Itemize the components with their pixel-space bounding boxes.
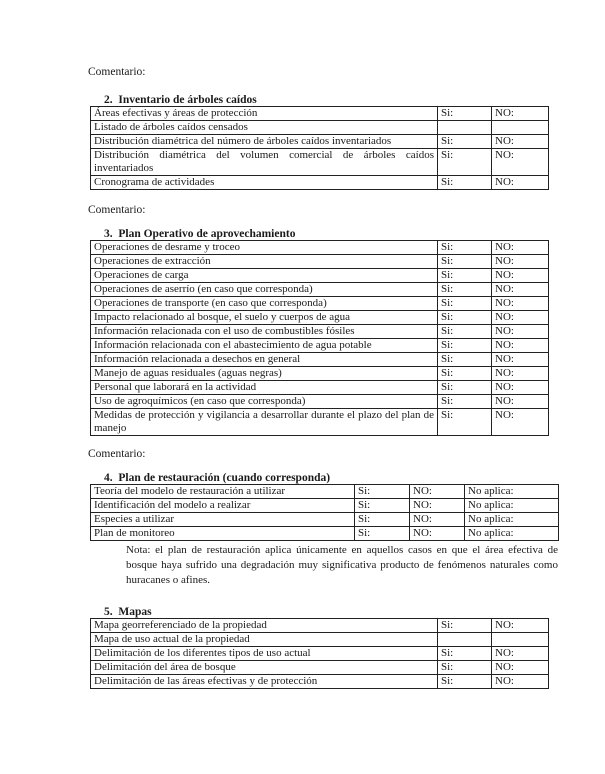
section-title: Plan Operativo de aprovechamiento — [118, 228, 296, 240]
item-label-cell: Especies a utilizar — [91, 513, 355, 527]
item-label-cell: Mapa de uso actual de la propiedad — [91, 633, 438, 647]
si-field[interactable]: Si: — [438, 367, 492, 381]
si-field[interactable]: Si: — [438, 269, 492, 283]
comment-label-top: Comentario: — [88, 66, 146, 78]
item-label-cell: Mapa georreferenciado de la propiedad — [91, 619, 438, 633]
si-field[interactable]: Si: — [438, 241, 492, 255]
no-field[interactable]: NO: — [410, 499, 465, 513]
si-field[interactable]: Si: — [438, 395, 492, 409]
si-field[interactable]: Si: — [438, 619, 492, 633]
item-label-cell: Distribución diamétrica del volumen comercial de árboles caídos inventariados — [91, 149, 438, 176]
table-row — [91, 121, 549, 135]
si-field[interactable]: Si: — [355, 513, 410, 527]
no-field[interactable]: NO: — [492, 647, 549, 661]
no-field[interactable]: NO: — [492, 311, 549, 325]
inventory-table — [90, 106, 549, 190]
table-row — [91, 513, 559, 527]
no-aplica-field[interactable]: No aplica: — [465, 513, 559, 527]
si-field[interactable]: Si: — [438, 409, 492, 436]
table-row — [91, 395, 549, 409]
no-field[interactable]: NO: — [492, 107, 549, 121]
table-row — [91, 325, 549, 339]
comment-label-3: Comentario: — [88, 448, 146, 460]
si-field[interactable]: Si: — [438, 339, 492, 353]
si-field[interactable]: Si: — [438, 107, 492, 121]
table-row — [91, 283, 549, 297]
no-field[interactable]: NO: — [492, 283, 549, 297]
no-field[interactable]: NO: — [492, 675, 549, 689]
item-label-cell: Manejo de aguas residuales (aguas negras) — [91, 367, 438, 381]
item-label-cell: Listado de árboles caídos censados — [91, 121, 438, 135]
table-row — [91, 149, 549, 176]
item-label-cell: Operaciones de transporte (en caso que corresponda) — [91, 297, 438, 311]
item-label-cell: Impacto relacionado al bosque, el suelo y cuerpos de agua — [91, 311, 438, 325]
table-row — [91, 381, 549, 395]
operative-plan-table — [90, 240, 549, 436]
item-label-cell: Cronograma de actividades — [91, 176, 438, 190]
table-row — [91, 255, 549, 269]
table-row — [91, 311, 549, 325]
no-field[interactable]: NO: — [492, 339, 549, 353]
item-label-cell: Operaciones de extracción — [91, 255, 438, 269]
restoration-plan-table — [90, 484, 559, 541]
no-aplica-field[interactable]: No aplica: — [465, 485, 559, 499]
no-field[interactable]: NO: — [492, 381, 549, 395]
table-row — [91, 367, 549, 381]
no-aplica-field[interactable]: No aplica: — [465, 499, 559, 513]
no-field[interactable]: NO: — [410, 527, 465, 541]
item-label-cell: Personal que laborará en la actividad — [91, 381, 438, 395]
table-row — [91, 107, 549, 121]
no-field[interactable]: NO: — [492, 325, 549, 339]
table-row — [91, 633, 549, 647]
si-field[interactable]: Si: — [438, 353, 492, 367]
item-label-cell: Delimitación de los diferentes tipos de uso actual — [91, 647, 438, 661]
no-field[interactable]: NO: — [492, 661, 549, 675]
no-field[interactable]: NO: — [492, 395, 549, 409]
si-field[interactable]: Si: — [438, 675, 492, 689]
si-field[interactable]: Si: — [438, 297, 492, 311]
table-row — [91, 297, 549, 311]
si-field[interactable]: Si: — [438, 135, 492, 149]
no-field[interactable]: NO: — [410, 485, 465, 499]
no-field[interactable] — [492, 121, 549, 135]
si-field[interactable]: Si: — [438, 661, 492, 675]
si-field[interactable]: Si: — [355, 499, 410, 513]
table-row — [91, 485, 559, 499]
si-field[interactable]: Si: — [438, 176, 492, 190]
item-label-cell: Distribución diamétrica del número de árboles caídos inventariados — [91, 135, 438, 149]
item-label-cell: Operaciones de aserrío (en caso que corresponda) — [91, 283, 438, 297]
si-field[interactable]: Si: — [438, 311, 492, 325]
item-label-cell: Operaciones de carga — [91, 269, 438, 283]
table-row — [91, 241, 549, 255]
si-field[interactable]: Si: — [438, 283, 492, 297]
table-row — [91, 339, 549, 353]
section-3-heading — [104, 228, 295, 240]
no-field[interactable]: NO: — [492, 297, 549, 311]
table-row — [91, 499, 559, 513]
item-label-cell: Medidas de protección y vigilancia a desarrollar durante el plazo del plan de manejo — [91, 409, 438, 436]
si-field[interactable]: Si: — [438, 647, 492, 661]
no-field[interactable]: NO: — [492, 149, 549, 176]
restoration-note: Nota: el plan de restauración aplica únicamente en aquellos casos en que el área efectiva de bosque haya sufrido una degradación muy significativa producto de fenómenos naturales como huracanes o afines. — [126, 544, 558, 586]
table-row — [91, 619, 549, 633]
item-label-cell: Áreas efectivas y áreas de protección — [91, 107, 438, 121]
item-label-cell: Operaciones de desrame y troceo — [91, 241, 438, 255]
item-label-cell: Plan de monitoreo — [91, 527, 355, 541]
no-field[interactable]: NO: — [492, 255, 549, 269]
item-label-cell: Teoría del modelo de restauración a utilizar — [91, 485, 355, 499]
no-aplica-field[interactable]: No aplica: — [465, 527, 559, 541]
si-field[interactable]: Si: — [438, 149, 492, 176]
no-field[interactable]: NO: — [492, 619, 549, 633]
no-field[interactable]: NO: — [410, 513, 465, 527]
si-field[interactable]: Si: — [355, 485, 410, 499]
si-field[interactable]: Si: — [438, 255, 492, 269]
no-field[interactable]: NO: — [492, 409, 549, 436]
si-field[interactable]: Si: — [438, 325, 492, 339]
no-field[interactable]: NO: — [492, 353, 549, 367]
si-field[interactable] — [438, 121, 492, 135]
section-number: 3. — [104, 228, 113, 240]
no-field[interactable] — [492, 633, 549, 647]
section-2-heading — [104, 94, 257, 106]
table-row — [91, 176, 549, 190]
section-number: 5. — [104, 606, 113, 618]
no-field[interactable]: NO: — [492, 269, 549, 283]
table-row — [91, 269, 549, 283]
table-row — [91, 675, 549, 689]
section-number: 4. — [104, 472, 113, 484]
section-5-heading — [104, 606, 152, 618]
item-label-cell: Información relacionada con el abastecimiento de agua potable — [91, 339, 438, 353]
section-title: Mapas — [118, 606, 152, 618]
no-field[interactable]: NO: — [492, 367, 549, 381]
no-field[interactable]: NO: — [492, 135, 549, 149]
item-label-cell: Delimitación del área de bosque — [91, 661, 438, 675]
section-title: Plan de restauración (cuando corresponda) — [118, 472, 331, 484]
si-field[interactable]: Si: — [438, 381, 492, 395]
si-field[interactable]: Si: — [355, 527, 410, 541]
table-row — [91, 661, 549, 675]
table-row — [91, 647, 549, 661]
section-title: Inventario de árboles caídos — [118, 94, 257, 106]
section-number: 2. — [104, 94, 113, 106]
item-label-cell: Identificación del modelo a realizar — [91, 499, 355, 513]
item-label-cell: Información relacionada con el uso de combustibles fósiles — [91, 325, 438, 339]
item-label-cell: Delimitación de las áreas efectivas y de protección — [91, 675, 438, 689]
si-field[interactable] — [438, 633, 492, 647]
table-row — [91, 353, 549, 367]
item-label-cell: Uso de agroquímicos (en caso que corresponda) — [91, 395, 438, 409]
section-4-heading — [104, 472, 330, 484]
no-field[interactable]: NO: — [492, 176, 549, 190]
table-row — [91, 409, 549, 436]
no-field[interactable]: NO: — [492, 241, 549, 255]
comment-label-2: Comentario: — [88, 204, 146, 216]
table-row — [91, 527, 559, 541]
maps-table — [90, 618, 549, 689]
item-label-cell: Información relacionada a desechos en general — [91, 353, 438, 367]
table-row — [91, 135, 549, 149]
